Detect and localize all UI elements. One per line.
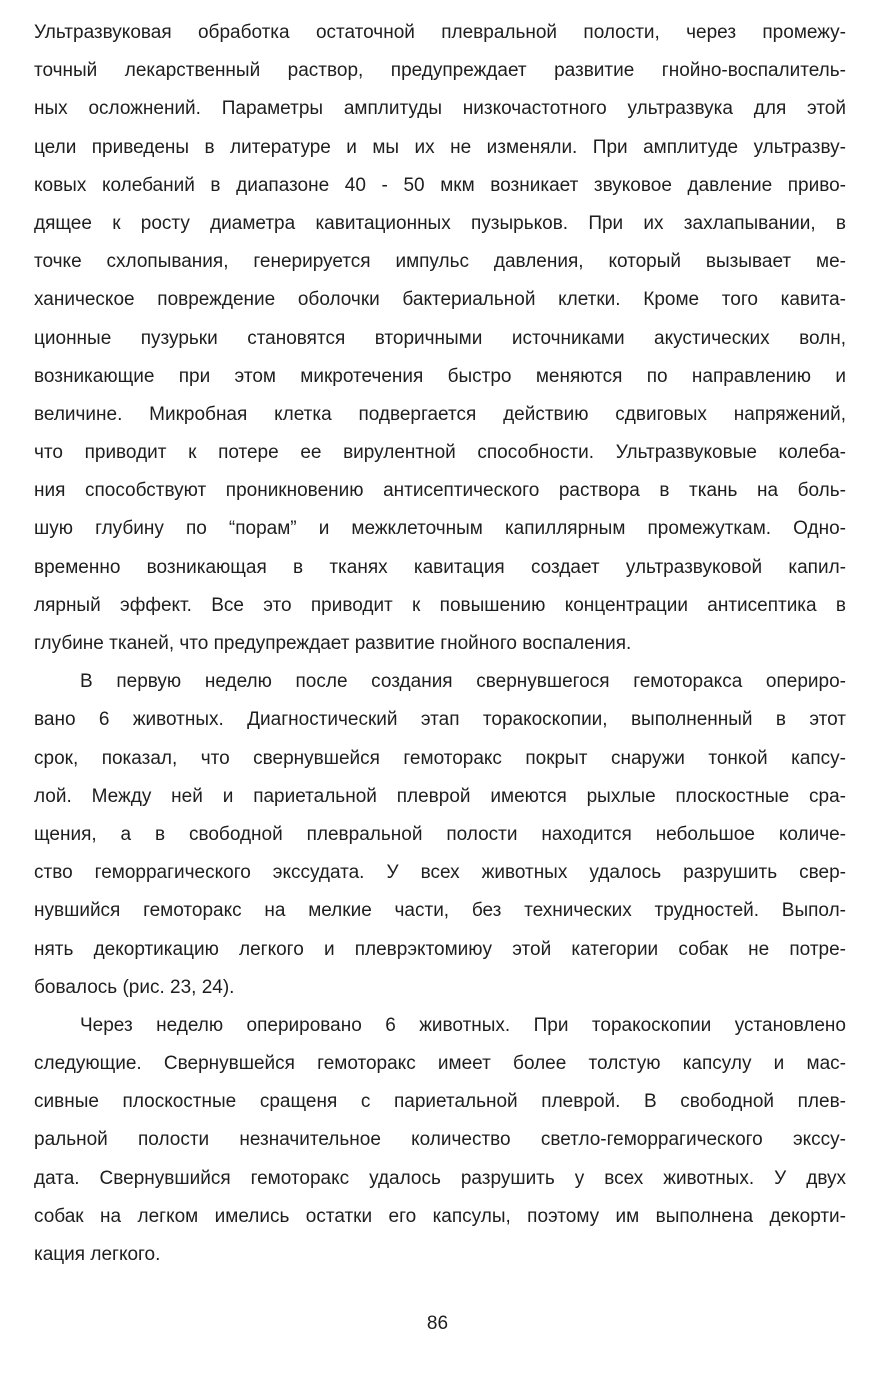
text-line: шую глубину по “порам” и межклеточным капиллярным промежуткам. Одно- [34,518,846,540]
text-line: сивные плоскостные сращеня с париетальной плеврой. В свободной плев- [34,1091,846,1113]
text-line: ханическое повреждение оболочки бактериальной клетки. Кроме того кавита- [34,289,846,311]
text-line: дящее к росту диаметра кавитационных пузырьков. При их захлапывании, в [34,212,846,234]
text-line: нувшийся гемоторакс на мелкие части, без технических трудностей. Выпол- [34,900,846,922]
text-line: дата. Свернувшийся гемоторакс удалось разрушить у всех животных. У двух [34,1167,846,1189]
text-line: точный лекарственный раствор, предупреждает развитие гнойно-воспалитель- [34,60,846,82]
text-line: нять декортикацию легкого и плеврэктомиюу этой категории собак не потре- [34,938,846,960]
paragraph [34,1007,846,1274]
text-line: срок, показал, что свернувшейся гемоторакс покрыт снаружи тонкой капсу- [34,747,846,769]
text-line: возникающие при этом микротечения быстро меняются по направлению и [34,365,846,387]
text-line: лой. Между ней и париетальной плеврой имеются рыхлые плоскостные сра- [34,785,846,807]
text-line: Ультразвуковая обработка остаточной плевральной полости, через промежу- [34,22,846,43]
text-line: ральной полости незначительное количество светло-геморрагического экссу- [34,1129,846,1151]
text-line: ния способствуют проникновению антисептического раствора в ткань на боль- [34,480,846,502]
text-line: щения, а в свободной плевральной полости находится небольшое количе- [34,823,846,845]
text-line: что приводит к потере ее вирулентной способности. Ультразвуковые колеба- [34,442,846,464]
page-number: 86 [426,1313,449,1334]
text-line: ных осложнений. Параметры амплитуды низкочастотного ультразвука для этой [34,98,846,120]
text-line: кация легкого. [34,1244,161,1265]
text-line: точке схлопывания, генерируется импульс давления, который вызывает ме- [34,251,846,273]
paragraph [34,14,846,663]
text-line: собак на легком имелись остатки его капсулы, поэтому им выполнена декорти- [34,1205,846,1227]
text-line: ство геморрагического экссудата. У всех животных удалось разрушить свер- [34,862,846,884]
text-line: вано 6 животных. Диагностический этап торакоскопии, выполненный в этот [34,709,846,731]
text-line: лярный эффект. Все это приводит к повышению концентрации антисептика в [34,594,846,616]
text-line: В первую неделю после создания свернувшегося гемоторакса опериро- [80,671,846,693]
text-line: ционные пузурьки становятся вторичными источниками акустических волн, [34,327,846,349]
text-line: Через неделю оперировано 6 животных. При торакоскопии установлено [80,1014,846,1036]
text-line: временно возникающая в тканях кавитация создает ультразвуковой капил- [34,556,846,578]
document-body [34,14,846,1274]
text-line: следующие. Свернувшейся гемоторакс имеет более толстую капсулу и мас- [34,1053,846,1075]
text-line: ковых колебаний в диапазоне 40 - 50 мкм возникает звуковое давление приво- [34,174,846,196]
text-line: бовалось (рис. 23, 24). [34,976,235,998]
paragraph [34,663,846,1007]
text-line: глубине тканей, что предупреждает развитие гнойного воспаления. [34,633,632,654]
text-line: величине. Микробная клетка подвергается действию сдвиговых напряжений, [34,403,846,425]
text-line: цели приведены в литературе и мы их не изменяли. При амплитуде ультразву- [34,136,846,158]
